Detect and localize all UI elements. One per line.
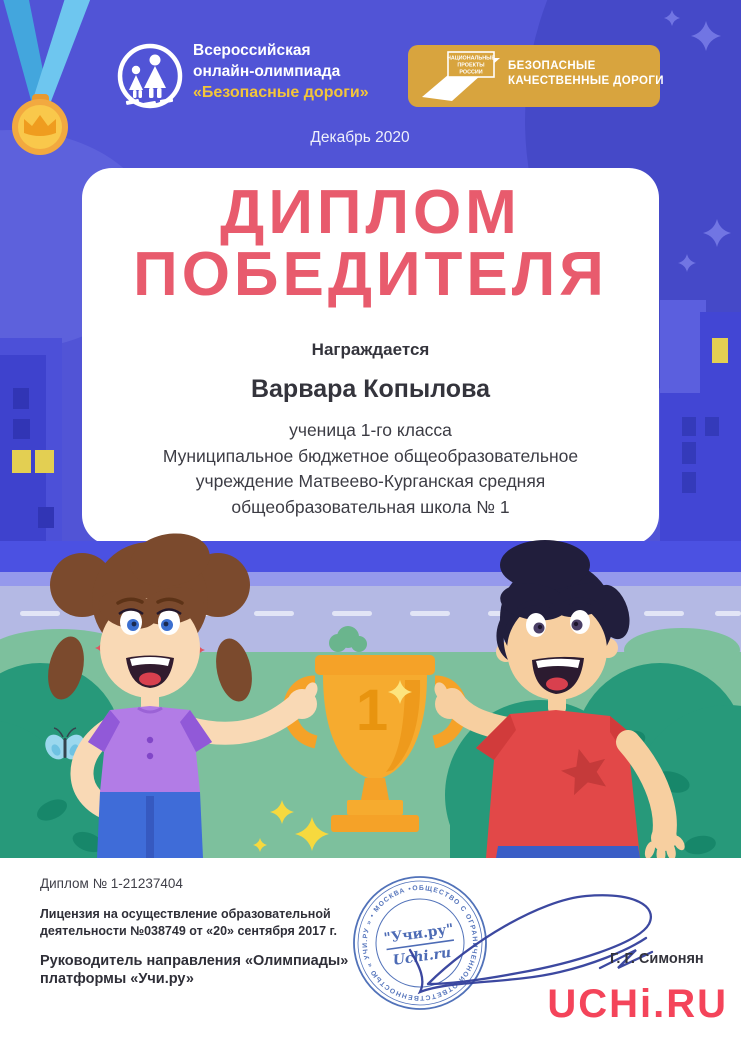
stamp-center-bottom: Uchi.ru <box>391 944 453 969</box>
bkd-line2: КАЧЕСТВЕННЫЕ ДОРОГИ <box>508 75 664 87</box>
recipient-detail-line1: ученица 1-го класса <box>289 420 452 440</box>
bkd-badge-title <box>508 59 664 89</box>
olympiad-logo-title <box>193 40 369 103</box>
bkd-badge <box>408 45 664 107</box>
olympiad-line1: Всероссийская <box>193 42 311 59</box>
medal-icon <box>0 0 120 190</box>
role-line2: платформы «Учи.ру» <box>40 971 194 987</box>
stamp-ring-text: ОБЩЕСТВО С ОГРАНИЧЕННОЙ ОТВЕТСТВЕННОСТЬЮ « УЧИ.РУ » • МОСКВА • <box>361 884 479 1002</box>
recipient-name: Варвара Копылова <box>250 375 491 403</box>
np-line1: НАЦИОНАЛЬНЫЕ <box>446 55 496 62</box>
stamp-center-top: "Учи.ру" <box>382 921 455 947</box>
recipient-detail-line3: учреждение Матвеево-Курганская средняя <box>195 471 546 491</box>
bkd-road-icon <box>408 45 508 107</box>
olympiad-logo-icon <box>113 39 187 113</box>
trophy-number: 1 <box>355 678 389 743</box>
np-line3: РОССИИ <box>459 69 483 76</box>
certificate-card <box>82 168 659 545</box>
olympiad-line2: онлайн-олимпиада <box>193 63 341 80</box>
bkd-line1: БЕЗОПАСНЫЕ <box>508 60 596 72</box>
recipient-detail-line4: общеобразовательная школа № 1 <box>231 496 510 517</box>
certificate-title-line1: ДИПЛОМ <box>220 178 521 247</box>
children-trophy-illustration <box>0 495 741 858</box>
uchi-logo: UCHi.RU <box>547 982 728 1026</box>
certificate-title-line2: ПОБЕДИТЕЛЯ <box>133 240 608 309</box>
olympiad-line3: «Безопасные дороги» <box>193 84 369 101</box>
signatory-role <box>40 952 348 988</box>
license-line1: Лицензия на осуществление образовательной <box>40 907 331 921</box>
signatory-name: Г. Г. Симонян <box>610 951 704 967</box>
award-label: Награждается <box>311 340 430 359</box>
recipient-detail-line2: Муниципальное бюджетное общеобразовательное <box>162 445 579 466</box>
diploma-number: Диплом № 1-21237404 <box>40 876 183 891</box>
np-line2: ПРОЕКТЫ <box>457 62 485 69</box>
date-label: Декабрь 2020 <box>310 129 410 146</box>
license-line2: деятельности №038749 от «20» сентября 2017 г. <box>40 924 337 938</box>
role-line1: Руководитель направления «Олимпиады» <box>40 953 349 969</box>
license-text <box>40 906 337 940</box>
